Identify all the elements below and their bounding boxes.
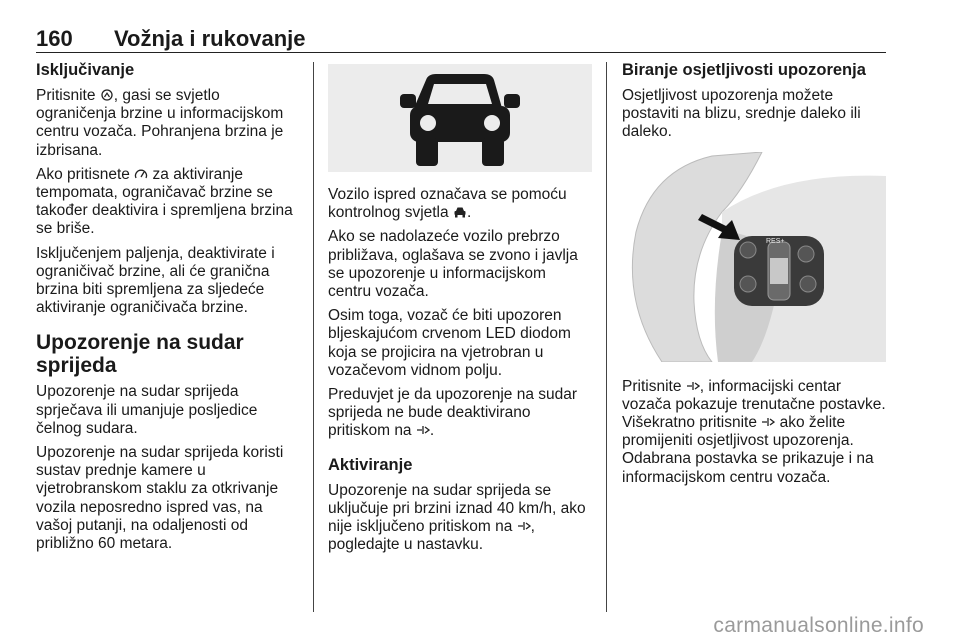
column-divider (313, 62, 314, 612)
paragraph: Ako se nadolazeće vozilo prebrzo približava, oglašava se zvono i javlja se upozorenje u informacijskom centru vozača. (328, 228, 578, 301)
cruise-control-icon (134, 168, 148, 180)
car-front-icon (398, 70, 522, 170)
chapter-title: Vožnja i rukovanje (114, 26, 306, 51)
page-number: 160 (36, 26, 73, 51)
section-heading-main: Upozorenje na sudar sprijeda (36, 331, 244, 378)
collision-alert-icon (416, 424, 430, 436)
car-front-icon (453, 206, 467, 218)
paragraph: Isključenjem paljenja, deaktivirate i ograničivač brzine, ali će granična brzina biti spremljena za sljedeće aktiviranje ograničivača brzine. (36, 244, 275, 317)
paragraph: Osim toga, vozač će biti upozoren bljeskajućom crvenom LED diodom koja se projicira na vjetrobran u vozačevom vidnom polju. (328, 307, 571, 379)
collision-alert-icon (686, 380, 700, 392)
speed-limiter-icon (100, 89, 114, 101)
page-header (36, 14, 886, 53)
column-divider (606, 62, 607, 612)
paragraph: Osjetljivost upozorenja možete postaviti na blizu, srednje daleko ili daleko. (622, 87, 861, 141)
column-3 (622, 60, 888, 493)
paragraph: Upozorenje na sudar sprijeda sprječava ili umanjuje posljedice čelnog sudara. (36, 383, 258, 437)
collision-alert-icon (761, 416, 775, 428)
watermark: carmanualsonline.info (713, 614, 924, 637)
paragraph: Upozorenje na sudar sprijeda koristi sustav prednje kamere u vjetrobranskom staklu za otkrivanje vozila neposredno ispred vas, na vašoj putanji, na odaljenosti od približno 60 metara. (36, 444, 284, 553)
collision-alert-icon (517, 520, 531, 532)
wheel-button-label: RES+ (766, 237, 785, 245)
section-heading-activation: Aktiviranje (328, 455, 413, 474)
paragraph: Preduvjet je da upozorenje na sudar sprijeda ne bude deaktivirano pritiskom na . (328, 386, 578, 440)
column-2 (328, 60, 592, 560)
paragraph: Vozilo ispred označava se pomoću kontrolnog svjetla . (328, 186, 567, 222)
car-front-illustration (328, 64, 592, 172)
paragraph: Pritisnite , informacijski centar vozača pokazuje trenutačne postavke. Višekratno pritisnite ako želite promijeniti osjetljivost upozorenja. Odabrana postavka se prikazuje i na informacijskom centru vozača. (622, 377, 886, 486)
section-heading-sensitivity: Biranje osjetljivosti upozorenja (622, 61, 866, 79)
paragraph: Pritisnite , gasi se svjetlo ograničenja brzine u informacijskom centru vozača. Pohranjena brzina je izbrisana. (36, 87, 284, 159)
section-heading-off: Isključivanje (36, 61, 135, 79)
paragraph: Ako pritisnete za aktiviranje tempomata, ograničavač brzine se također deaktivira i spremljena brzina se briše. (36, 165, 293, 238)
column-1 (36, 60, 298, 559)
steering-wheel-illustration (622, 152, 886, 362)
paragraph: Upozorenje na sudar sprijeda se uključuje pri brzini iznad 40 km/h, ako nije isključeno pritiskom na , pogledajte u nastavku. (328, 481, 586, 554)
